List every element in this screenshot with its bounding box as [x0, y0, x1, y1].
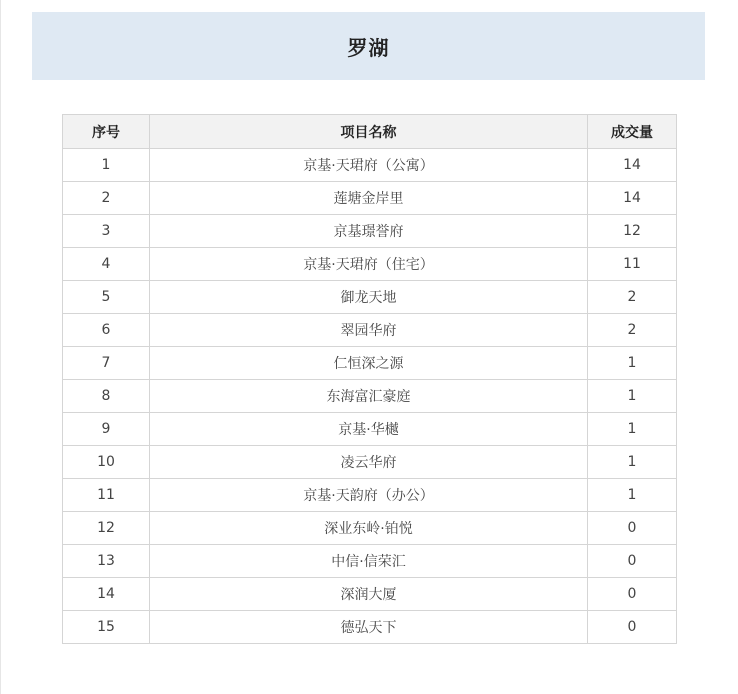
cell-volume: 1 — [588, 479, 677, 512]
cell-project-name: 深润大厦 — [150, 578, 588, 611]
cell-project-name: 中信·信荣汇 — [150, 545, 588, 578]
table-row — [63, 248, 677, 281]
cell-project-name: 御龙天地 — [150, 281, 588, 314]
cell-index: 10 — [63, 446, 150, 479]
cell-index: 1 — [63, 149, 150, 182]
cell-project-name: 凌云华府 — [150, 446, 588, 479]
cell-volume: 12 — [588, 215, 677, 248]
cell-index: 12 — [63, 512, 150, 545]
title-banner — [32, 12, 705, 80]
cell-project-name: 京基·天珺府（公寓） — [150, 149, 588, 182]
table-body — [63, 149, 677, 644]
cell-volume: 0 — [588, 545, 677, 578]
cell-index: 5 — [63, 281, 150, 314]
cell-index: 4 — [63, 248, 150, 281]
table-row — [63, 512, 677, 545]
table-row — [63, 413, 677, 446]
cell-index: 13 — [63, 545, 150, 578]
cell-index: 15 — [63, 611, 150, 644]
header-project-name: 项目名称 — [150, 115, 588, 149]
cell-project-name: 京基璟誉府 — [150, 215, 588, 248]
cell-project-name: 深业东岭·铂悦 — [150, 512, 588, 545]
table-row — [63, 545, 677, 578]
cell-index: 7 — [63, 347, 150, 380]
cell-volume: 0 — [588, 611, 677, 644]
cell-project-name: 仁恒深之源 — [150, 347, 588, 380]
cell-project-name: 东海富汇豪庭 — [150, 380, 588, 413]
page-title: 罗湖 — [347, 35, 390, 60]
transactions-table — [62, 114, 677, 644]
table-row — [63, 149, 677, 182]
table-row — [63, 578, 677, 611]
table-row — [63, 182, 677, 215]
header-index: 序号 — [63, 115, 150, 149]
cell-volume: 14 — [588, 149, 677, 182]
table-row — [63, 281, 677, 314]
table-row — [63, 479, 677, 512]
cell-index: 14 — [63, 578, 150, 611]
cell-volume: 2 — [588, 314, 677, 347]
table-row — [63, 446, 677, 479]
table-row — [63, 347, 677, 380]
cell-volume: 0 — [588, 512, 677, 545]
cell-volume: 1 — [588, 380, 677, 413]
cell-project-name: 京基·华樾 — [150, 413, 588, 446]
cell-project-name: 莲塘金岸里 — [150, 182, 588, 215]
cell-volume: 11 — [588, 248, 677, 281]
cell-project-name: 京基·天韵府（办公） — [150, 479, 588, 512]
cell-index: 8 — [63, 380, 150, 413]
cell-project-name: 京基·天珺府（住宅） — [150, 248, 588, 281]
table-row — [63, 314, 677, 347]
transactions-table-container — [62, 114, 676, 644]
cell-volume: 14 — [588, 182, 677, 215]
header-volume: 成交量 — [588, 115, 677, 149]
cell-volume: 1 — [588, 413, 677, 446]
cell-index: 11 — [63, 479, 150, 512]
cell-volume: 1 — [588, 347, 677, 380]
cell-index: 3 — [63, 215, 150, 248]
cell-volume: 1 — [588, 446, 677, 479]
cell-index: 9 — [63, 413, 150, 446]
cell-project-name: 德弘天下 — [150, 611, 588, 644]
cell-index: 6 — [63, 314, 150, 347]
table-row — [63, 380, 677, 413]
table-row — [63, 611, 677, 644]
cell-volume: 0 — [588, 578, 677, 611]
cell-project-name: 翠园华府 — [150, 314, 588, 347]
cell-volume: 2 — [588, 281, 677, 314]
table-row — [63, 215, 677, 248]
table-header-row — [63, 115, 677, 149]
cell-index: 2 — [63, 182, 150, 215]
page-left-border — [0, 0, 1, 694]
